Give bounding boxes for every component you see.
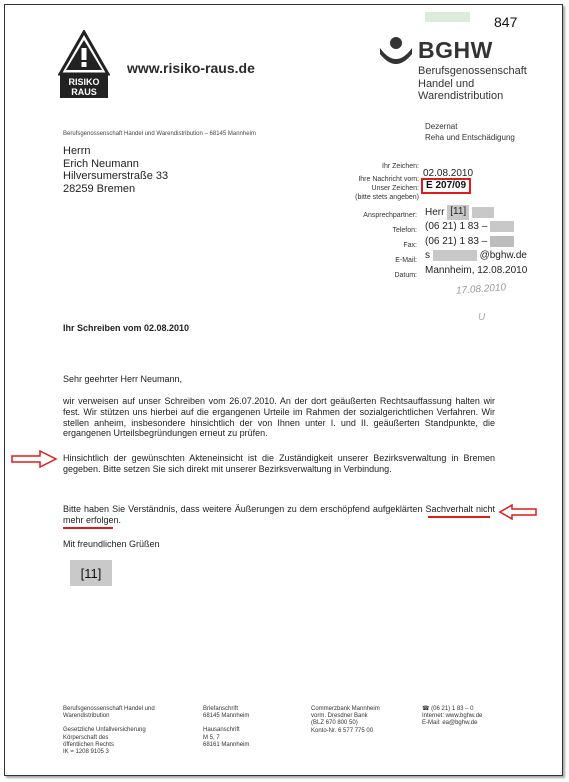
label-bitte-angeben: (bitte stets angeben): [355, 194, 419, 201]
ansprechpartner-code: [11]: [447, 205, 469, 220]
label-telefon: Telefon:: [392, 227, 417, 234]
paragraph-3: [63, 504, 495, 526]
annotation-arrow-right-icon: [10, 450, 58, 468]
footer-line: Commerzbank Mannheim: [311, 706, 380, 712]
sender-return-line: Berufsgenossenschaft Handel und Warendistribution – 68145 Mannheim: [63, 131, 256, 137]
bghw-subtitle: [418, 65, 527, 103]
footer-line: 68161 Mannheim: [203, 741, 250, 748]
ansprechpartner-value: [425, 205, 527, 220]
salutation: Sehr geehrter Herr Neumann,: [63, 374, 183, 384]
underline-sachverhalt: [63, 527, 113, 529]
fax-value: [425, 235, 527, 250]
label-unser-zeichen: Unser Zeichen:: [371, 185, 419, 192]
risiko-url: www.risiko-raus.de: [127, 60, 255, 76]
bghw-sub-line: Berufsgenossenschaft: [418, 65, 527, 77]
redaction-box: [490, 236, 514, 247]
label-ansprechpartner: Ansprechpartner:: [363, 212, 417, 219]
unser-zeichen-value: E 207/09: [421, 178, 471, 194]
label-ihre-nachricht: Ihre Nachricht vom:: [358, 176, 419, 183]
handwritten-mark: U: [478, 312, 486, 323]
fax-number: (06 21) 1 83 –: [425, 235, 488, 247]
email-value: [425, 249, 527, 264]
telefon-number: (06 21) 1 83 –: [425, 221, 488, 233]
footer-line: Gesetzliche Unfallversicherung: [63, 727, 146, 734]
subject-line: Ihr Schreiben vom 02.08.2010: [63, 323, 190, 333]
label-fax: Fax:: [403, 242, 417, 249]
footer-bank: [311, 706, 380, 735]
footer-line: Warendistribution: [63, 713, 110, 720]
label-ihr-zeichen: Ihr Zeichen:: [382, 163, 419, 170]
closing: Mit freundlichen Grüßen: [63, 539, 160, 549]
footer-line: Berufsgenossenschaft Handel und: [63, 706, 155, 712]
bghw-logo-icon: [378, 36, 414, 66]
contact-labels: [363, 208, 417, 283]
footer-address: [203, 706, 249, 749]
footer-line: 68145 Mannheim: [203, 713, 250, 720]
address-line: Herrn: [63, 145, 91, 157]
paragraph-3-text: Bitte haben Sie Verständnis, dass weitere Äußerungen zu dem erschöpfend: [63, 504, 373, 514]
bghw-sub-line: Warendistribution: [418, 90, 504, 102]
recipient-address: [63, 145, 168, 195]
footer-line: öffentlichen Rechts: [63, 741, 114, 748]
risiko-raus-logo: [58, 30, 110, 98]
logo-text-risiko: RISIKO: [68, 77, 100, 87]
email-domain: @bghw.de: [479, 250, 527, 262]
highlight-sachverhalt: Sachverhalt: [425, 504, 473, 514]
department-label: Dezernat: [425, 122, 458, 131]
datum-value: Mannheim, 12.08.2010: [425, 264, 528, 276]
bghw-sub-line: Handel und: [418, 77, 475, 90]
footer-line: IK = 1208 9105 3: [63, 749, 109, 756]
signature-redacted: [11]: [70, 560, 112, 586]
contact-values: [425, 205, 527, 278]
page-border: [4, 4, 563, 776]
footer-line: Internet: www.bghw.de: [422, 713, 483, 720]
footer-line: E-Mail: ea@bghw.de: [422, 720, 478, 727]
email-prefix: s: [425, 250, 430, 262]
highlight-aufgeklaerten: aufgeklärten: [372, 504, 423, 514]
address-line: Erich Neumann: [63, 157, 139, 170]
footer-org: [63, 706, 155, 756]
handwritten-date: 17.08.2010: [455, 282, 507, 297]
footer-line: Hausanschrift: [203, 727, 240, 734]
page-number: 847: [494, 14, 518, 30]
paragraph-2: Hinsichtlich der gewünschten Akteneinsicht ist die Zuständigkeit unserer Bezirksverwaltung in Bremen gegeben. Bitte setzen Sie sich direkt mit unserer Bezirksverwaltung in Verbindung.: [63, 453, 495, 474]
underline-aufgeklaerten: [428, 516, 490, 518]
label-email: E-Mail:: [395, 257, 417, 264]
footer-line: Körperschaft des: [63, 734, 109, 741]
telefon-value: [425, 220, 527, 235]
label-datum: Datum:: [394, 272, 417, 279]
reference-labels: [355, 162, 419, 202]
department: [425, 121, 515, 143]
logo-text-raus: RAUS: [71, 87, 97, 97]
redaction-box: [433, 250, 477, 261]
highlighter-mark: [425, 12, 470, 22]
footer-line: ☎ (06 21) 1 83 – 0: [422, 706, 474, 712]
address-line: Hilversumerstraße 33: [63, 170, 169, 182]
paragraph-3-end: nicht mehr erfolgen.: [63, 504, 495, 525]
address-line: 28259 Bremen: [63, 182, 136, 195]
nachricht-date: 02.08.2010: [423, 168, 474, 179]
footer-contact: [422, 706, 482, 728]
annotation-arrow-left-icon: [498, 504, 538, 520]
department-name: Reha und Entschädigung: [425, 133, 515, 142]
redaction-box: [490, 221, 514, 232]
paragraph-1: wir verweisen auf unser Schreiben vom 26.07.2010. An der dort geäußerten Rechtsauffassung halten wir fest. Wir stützen uns hierbei auf die ergangenen Urteile im Rahmen der sozialgerichtlichen Verfahren. Wir stellen anheim, insbesondere hinsichtlich der von Ihnen unter I. und II. geäußerten Standpunkte, die ergangenen Urteilsbegründungen erneut zu prüfen.: [63, 396, 495, 439]
redaction-box: [472, 207, 494, 218]
footer-line: Konto-Nr. 6 577 775 00: [311, 727, 374, 734]
footer-line: M 5, 7: [203, 734, 220, 741]
footer-line: vorm. Dresdner Bank: [311, 713, 368, 720]
ansprechpartner-prefix: Herr: [425, 206, 445, 218]
footer-line: Briefanschrift: [203, 706, 239, 712]
footer-line: (BLZ 670 800 50): [311, 720, 358, 727]
bghw-name: BGHW: [418, 37, 493, 63]
